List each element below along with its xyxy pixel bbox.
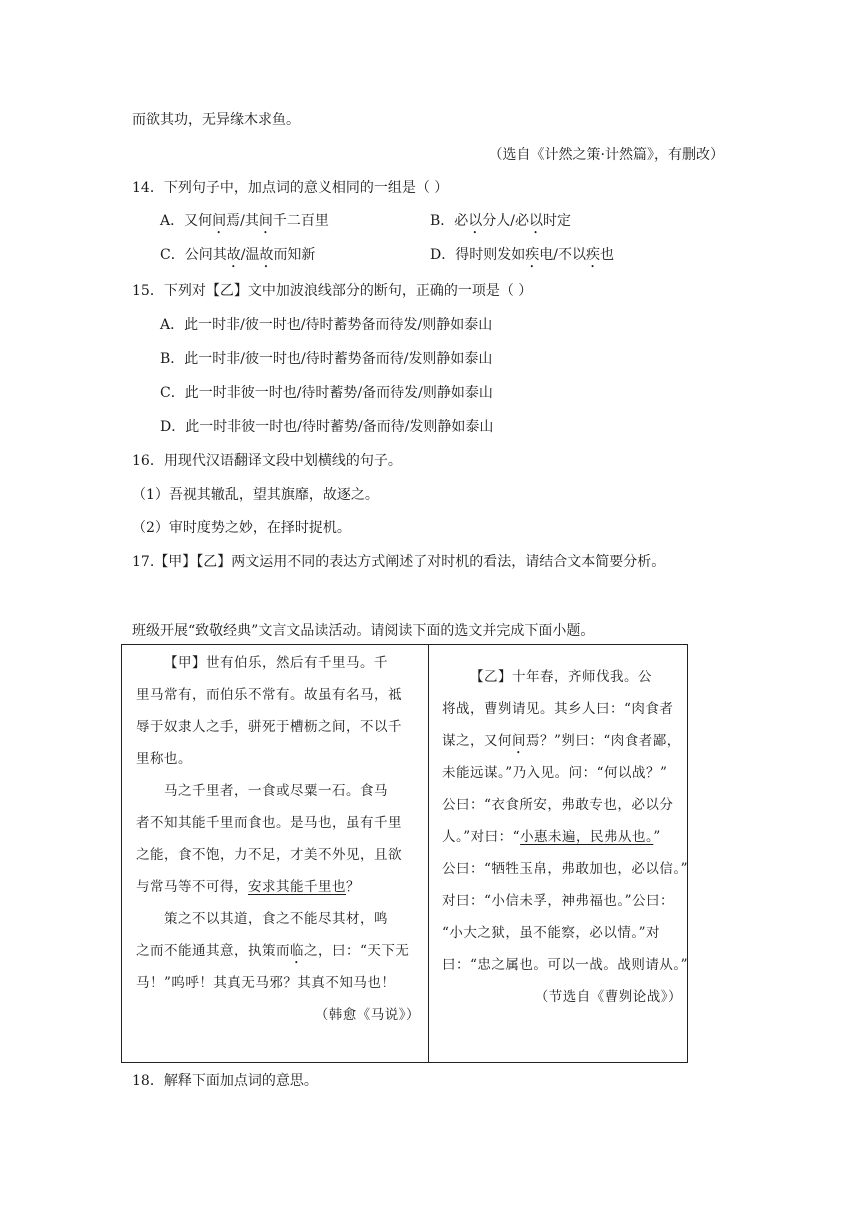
q14-stem: 14．下列句子中，加点词的意义相同的一组是（ ） bbox=[132, 180, 449, 196]
q14-option-a: A．又何间焉/其间千二百里 bbox=[160, 213, 329, 229]
q15-option-b: B．此一时非/彼一时也/待时蓄势备而待/发则静如泰山 bbox=[160, 351, 493, 367]
q15-stem: 15．下列对【乙】文中加波浪线部分的断句，正确的一项是（ ） bbox=[132, 283, 533, 299]
passage-jia: 【甲】世有伯乐，然后有千里马。千 里马常有，而伯乐不常有。故虽有名马，祗 辱于奴隶人之手，骈死于槽枥之间，不以千 里称也。 马之千里者，一食或尽粟一石。食马 者不知其能千里而食也。是马也，虽有千里 之能，食不饱，力不足，才美不外见，且欲 与常马等不可得，安求其能千里也？ 策之不以其道，食之不能尽其材，鸣 之而不能通其意，执策而临之，曰：“天下无 马！”呜呼！其真无马邪？其真不知马也！ （韩愈《马说》） bbox=[136, 647, 420, 1031]
activity-intro: 班级开展“致敬经典”文言文品读活动。请阅读下面的选文并完成下面小题。 bbox=[132, 623, 595, 639]
passage-source: （选自《计然之策·计然篇》，有删改） bbox=[488, 147, 724, 163]
q18-stem: 18．解释下面加点词的意思。 bbox=[132, 1073, 318, 1089]
q15-option-d: D．此一时非彼一时也/待时蓄势/备而待/发则静如泰山 bbox=[160, 419, 494, 435]
q14-option-b: B．必以分人/必以时定 bbox=[430, 213, 572, 229]
yi-source: （节选自《曹刿论战》） bbox=[534, 989, 682, 1005]
q16-sentence-1: （1）吾视其辙乱，望其旗靡，故逐之。 bbox=[132, 487, 379, 503]
q16-sentence-2: （2）审时度势之妙，在择时捉机。 bbox=[132, 520, 351, 536]
q15-option-a: A．此一时非/彼一时也/待时蓄势备而待发/则静如泰山 bbox=[160, 317, 493, 333]
q14-option-d: D．得时则发如疾电/不以疾也 bbox=[430, 247, 614, 263]
q14-option-c: C．公问其故/温故而知新 bbox=[160, 247, 316, 263]
yi-underlined-sentence: 小惠未遍，民弗从也。 bbox=[520, 829, 654, 845]
jia-underlined-sentence: 安求其能千里也 bbox=[248, 879, 346, 895]
table-divider bbox=[428, 645, 429, 1062]
q17-stem: 17.【甲】【乙】两文运用不同的表达方式阐述了对时机的看法，请结合文本简要分析。 bbox=[132, 554, 666, 570]
passage-tail: 而欲其功，无异缘木求鱼。 bbox=[132, 112, 300, 128]
passage-yi: 【乙】十年春，齐师伐我。公 将战，曹刿请见。其乡人曰：“肉食者 谋之，又何间焉？”刿曰：“肉食者鄙， 未能远谋。”乃入见。问：“何以战？” 公曰：“衣食所安，弗敢专也，必以分 人。”对曰：“小惠未遍，民弗从也。” 公曰：“牺牲玉帛，弗敢加也，必以信。” 对曰：“小信未孚，神弗福也。”公曰： “小大之狱，虽不能察，必以情。”对 曰：“忠之属也。可以一战。战则请从。” （节选自《曹刿论战》） bbox=[442, 661, 682, 1013]
q15-option-c: C．此一时非彼一时也/待时蓄势/备而待发/则静如泰山 bbox=[160, 385, 493, 401]
jia-source: （韩愈《马说》） bbox=[314, 1007, 420, 1023]
passage-table bbox=[121, 644, 688, 1063]
q16-stem: 16．用现代汉语翻译文段中划横线的句子。 bbox=[132, 453, 402, 469]
